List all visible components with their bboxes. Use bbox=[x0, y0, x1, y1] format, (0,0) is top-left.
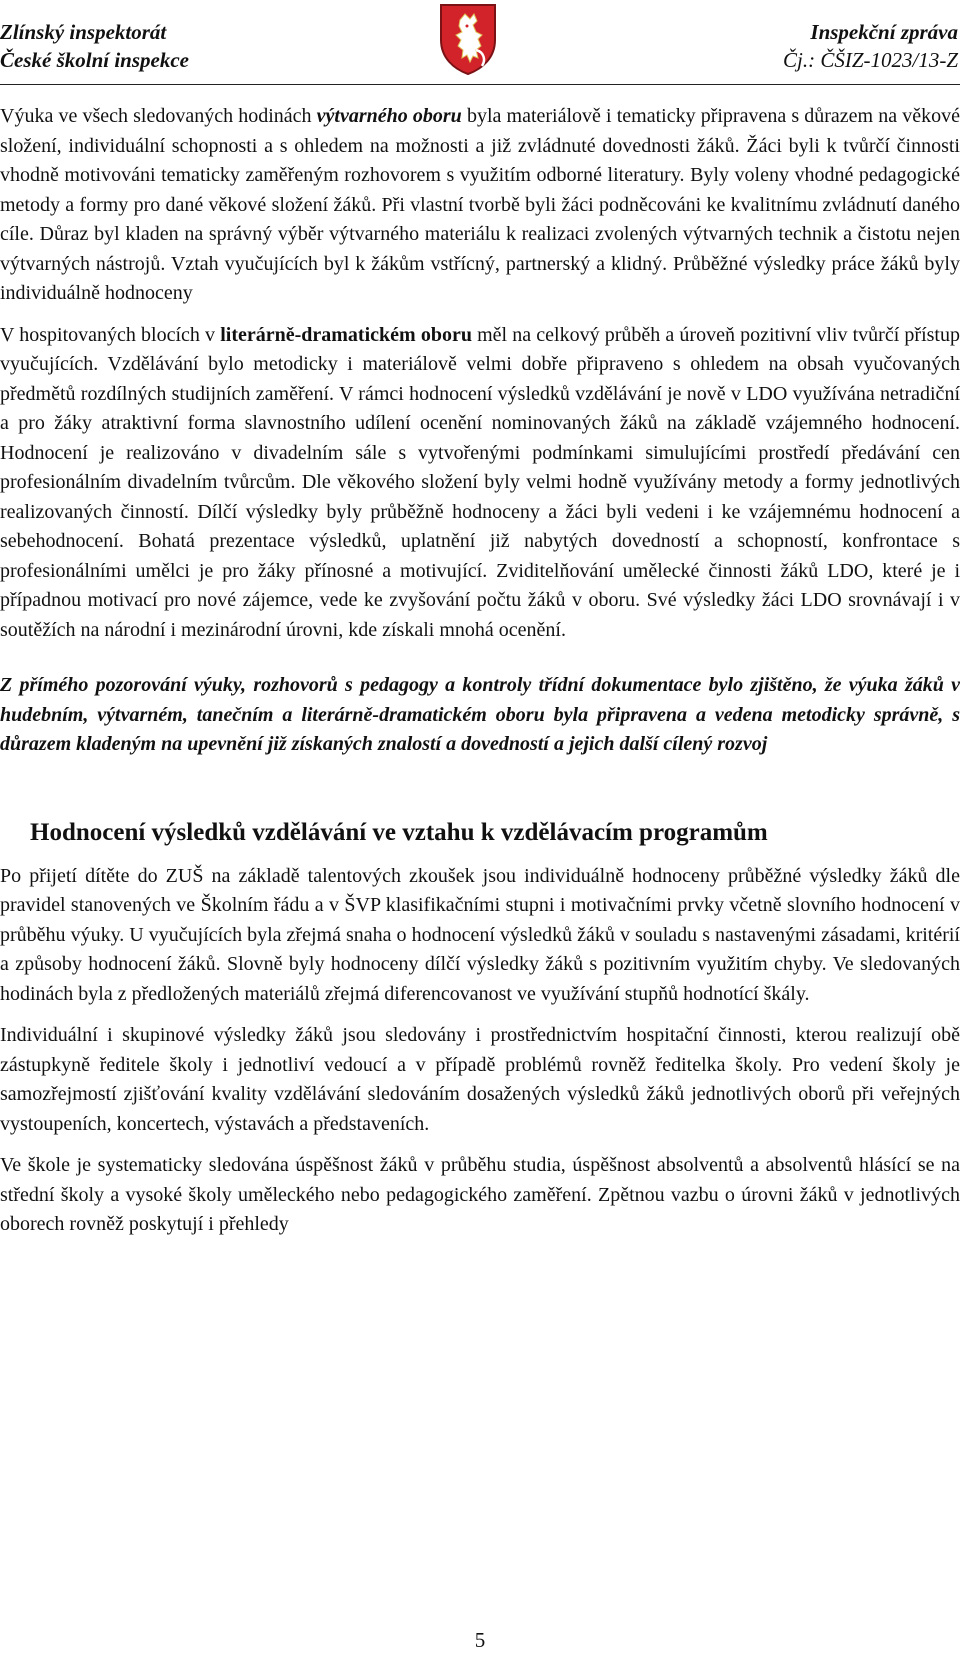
header-left bbox=[0, 18, 189, 74]
paragraph-drama-field bbox=[0, 321, 960, 646]
page-number: 5 bbox=[474, 1628, 486, 1652]
paragraph-success-tracking: Ve škole je systematicky sledována úspěšnost žáků v průběhu studia, úspěšnost absolventů a absolventů hlásící se na střední školy a vysoké školy uměleckého nebo pedagogického zaměření. Zpětnou vazbu o úrovni žáků v jednotlivých oborech rovněž poskytují i přehledy bbox=[0, 1154, 960, 1235]
paragraph-text: měl na celkový průběh a úroveň pozitivní vliv tvůrčí přístup vyučujících. Vzdělávání bylo metodicky i materiálově velmi dobře připraveno s ohledem na obsah vyučovaných předmětů rozdílných studijních zaměření. V rámci hodnocení výsledků vzdělávání je nově v LDO využívána netradiční a pro žáky atraktivní forma slavnostního udílení ocenění nominovaných žáků na základě vzájemného hodnocení. Hodnocení je realizováno v divadelním sále s vytvořenými podmínkami simulujícími prostředí předávání cen profesionálním divadelním tvůrcům. Dle věkového složení byly velmi hodně využívány metody a formy jednotlivých realizovaných činností. Dílčí výsledky byly průběžně hodnoceny a žáci byli vedeni i ke vzájemnému hodnocení a sebehodnocení. Bohatá prezentace výsledků, uplatnění již nabytých dovedností a schopností, konfrontace s profesionálními umělci je pro žáky přínosné a motivující. Zviditelňování umělecké činnosti žáků LDO, které je i případnou motivací pro nové zájemce, vede ke zvyšování počtu žáků v oboru. Své výsledky žáci LDO srovnávají i v soutěžích na národní i mezinárodní úrovni, kde získali mnohá ocenění. bbox=[0, 323, 960, 641]
header-right bbox=[783, 18, 958, 74]
report-type: Inspekční zpráva bbox=[810, 20, 958, 44]
inspectorate-name: Zlínský inspektorát bbox=[0, 20, 167, 44]
paragraph-text: V hospitovaných blocích v bbox=[0, 323, 221, 346]
paragraph-text: byla materiálově i tematicky připravena s důrazem na věkové složení, individuální schopnosti a s ohledem na možnosti a již zvládnuté dovednosti žáků. Žáci byli k tvůrčí činnosti vhodně motivováni tematicky zaměřeným rozhovorem s využitím odborné literatury. Byly voleny vhodné pedagogické metody a formy pro dané věkové složení žáků. Při vlastní tvorbě byli žáci podněcováni ke kvalitnímu zvládnutí daného cíle. Důraz byl kladen na správný výběr výtvarného materiálu k realizaci zvolených výtvarných technik a čistotu nejen výtvarných nástrojů. Vztah vyučujících byl k žákům vstřícný, partnerský a klidný. Průběžné výsledky práce žáků byly individuálně hodnoceny bbox=[0, 105, 960, 304]
paragraph-evaluation: Po přijetí dítěte do ZUŠ na základě talentových zkoušek jsou individuálně hodnoceny průběžné výsledky žáků dle pravidel stanovených ve Školním řádu a v ŠVP klasifikačními stupni i motivačními prvky včetně slovního hodnocení v průběhu výuky. U vyučujících byla zřejmá snaha o hodnocení výsledků žáků v souladu s nastavenými zásadami, kritérií a způsoby hodnocení žáků. Slovně byly hodnoceny dílčí výsledky žáků s pozitivním využitím chyby. Ve sledovaných hodinách byla z předložených materiálů zřejmá diferencovanost ve využívání stupňů hodnotící škály. bbox=[0, 864, 960, 1005]
reference-number: Čj.: ČŠIZ-1023/13-Z bbox=[782, 48, 958, 72]
paragraph-monitoring: Individuální i skupinové výsledky žáků jsou sledovány i prostřednictvím hospitační činnosti, kterou realizují obě zástupkyně ředitele školy i jednotliví vedoucí a v případě problémů rovněž ředitelka školy. Pro vedení školy je samozřejmostí zjišťování kvality vzdělávání sledováním dosažených výsledků žáků jednotlivých oborů při veřejných vystoupeních, koncertech, výstavách a představeních. bbox=[0, 1024, 960, 1135]
paragraph-text: Výuka ve všech sledovaných hodinách bbox=[0, 105, 317, 127]
header-divider bbox=[0, 84, 960, 85]
inspection-authority: České školní inspekce bbox=[0, 48, 189, 72]
summary-statement: Z přímého pozorování výuky, rozhovorů s pedagogy a kontroly třídní dokumentace bylo zjištěno, že výuka žáků v hudebním, výtvarném, tanečním a literárně-dramatickém oboru byla připravena a vedena metodicky správně, s důrazem kladeným na upevnění již získaných znalostí a dovedností a jejich další cílený rozvoj bbox=[0, 674, 960, 755]
field-name-art: výtvarného oboru bbox=[316, 105, 462, 127]
field-name-drama: literárně-dramatickém oboru bbox=[220, 323, 472, 346]
czech-lion-coat-of-arms-icon bbox=[438, 2, 498, 76]
section-heading: Hodnocení výsledků vzdělávání ve vztahu k vzdělávacím programům bbox=[30, 818, 768, 846]
document-body bbox=[0, 102, 960, 1252]
paragraph-art-field bbox=[0, 102, 960, 309]
